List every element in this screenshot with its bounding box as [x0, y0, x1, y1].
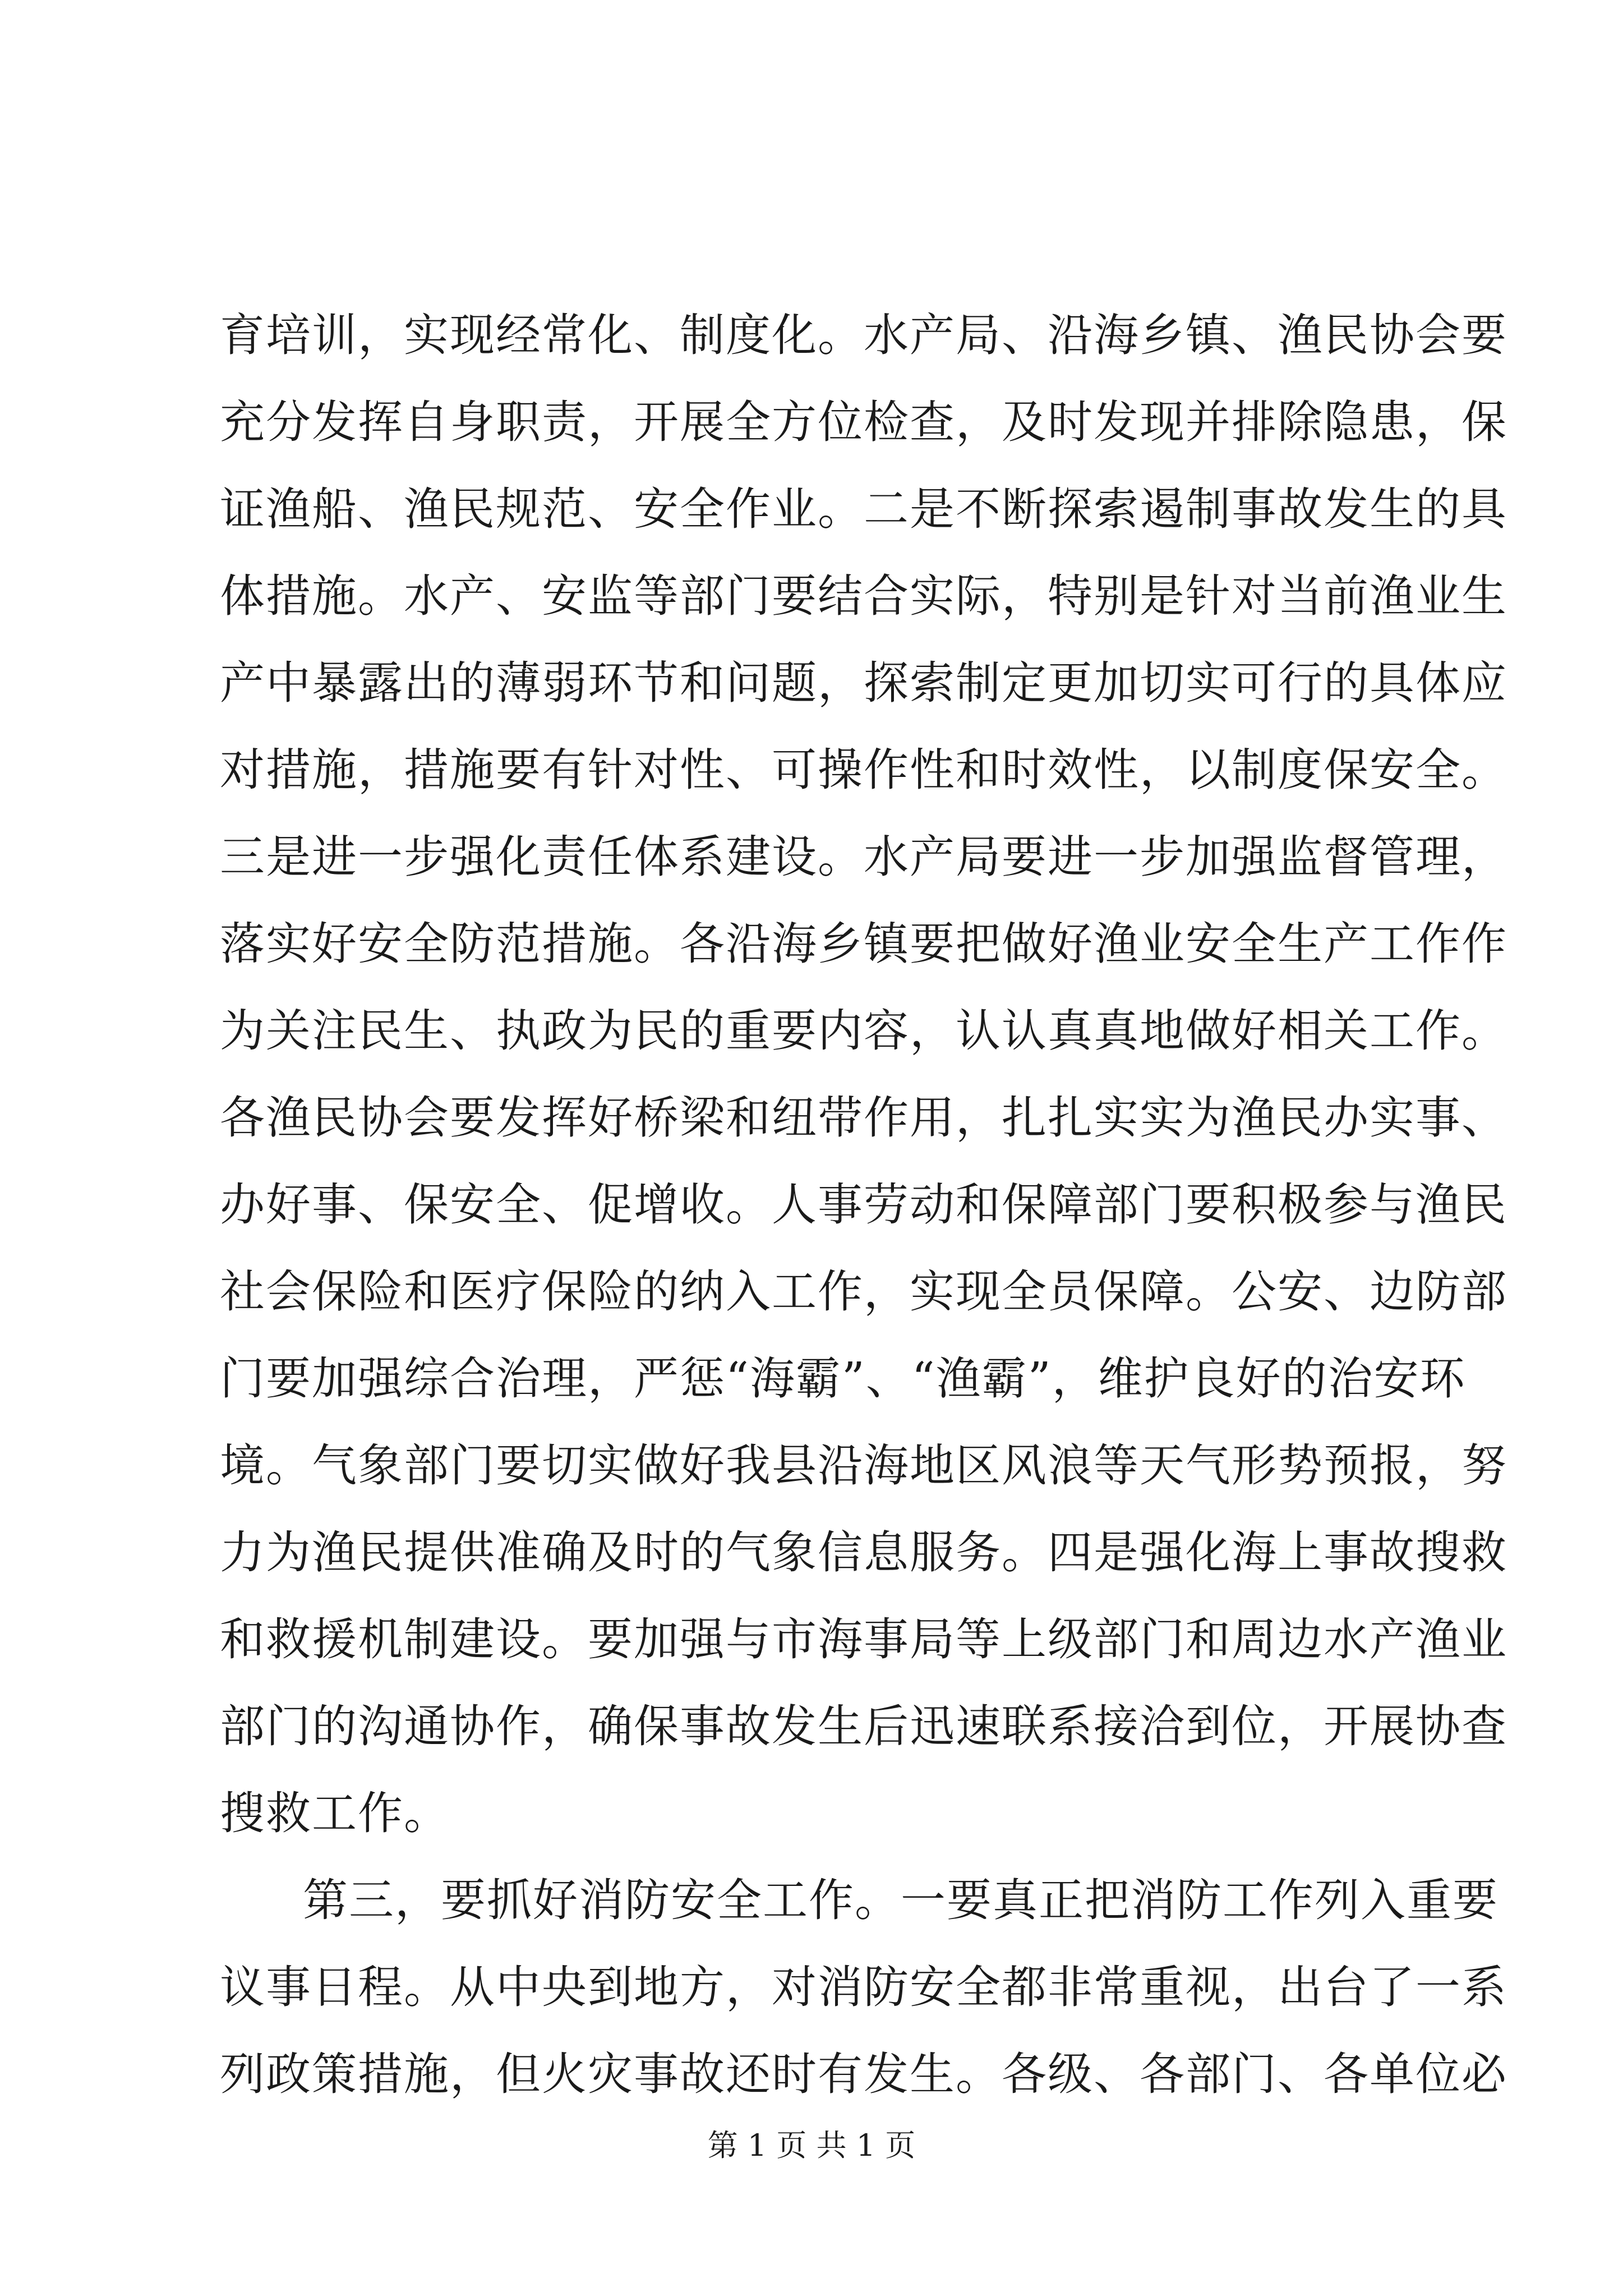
- paragraph-1-line-17: 部门的沟通协作，确保事故发生后迅速联系接洽到位，开展协查: [220, 1700, 1507, 1752]
- paragraph-1-line-9: 为关注民生、执政为民的重要内容，认认真真地做好相关工作。: [220, 1005, 1507, 1057]
- paragraph-1-line-18: 搜救工作。: [220, 1787, 450, 1839]
- paragraph-1-line-3: 证渔船、渔民规范、安全作业。二是不断探索遏制事故发生的具: [220, 483, 1507, 535]
- paragraph-1-line-16: 和救援机制建设。要加强与市海事局等上级部门和周边水产渔业: [220, 1613, 1507, 1665]
- paragraph-1-line-12: 社会保险和医疗保险的纳入工作，实现全员保障。公安、边防部: [220, 1266, 1507, 1318]
- paragraph-1-line-14: 境。气象部门要切实做好我县沿海地区风浪等天气形势预报，努: [220, 1439, 1507, 1492]
- paragraph-1-line-1: 育培训，实现经常化、制度化。水产局、沿海乡镇、渔民协会要: [220, 309, 1507, 361]
- paragraph-1-line-8: 落实好安全防范措施。各沿海乡镇要把做好渔业安全生产工作作: [220, 918, 1507, 970]
- paragraph-2-line-2: 议事日程。从中央到地方，对消防安全都非常重视，出台了一系: [220, 1961, 1507, 2013]
- paragraph-1-line-15: 力为渔民提供准确及时的气象信息服务。四是强化海上事故搜救: [220, 1526, 1507, 1579]
- page-footer: 第 1 页 共 1 页: [707, 2128, 916, 2163]
- paragraph-1-line-11: 办好事、保安全、促增收。人事劳动和保障部门要积极参与渔民: [220, 1179, 1507, 1231]
- paragraph-1-line-4: 体措施。水产、安监等部门要结合实际，特别是针对当前渔业生: [220, 570, 1507, 622]
- paragraph-1-line-7: 三是进一步强化责任体系建设。水产局要进一步加强监督管理，: [220, 831, 1507, 883]
- paragraph-2-line-1: 第三，要抓好消防安全工作。一要真正把消防工作列入重要: [303, 1874, 1498, 1926]
- paragraph-1-line-5: 产中暴露出的薄弱环节和问题，探索制定更加切实可行的具体应: [220, 657, 1507, 709]
- paragraph-2-line-3: 列政策措施，但火灾事故还时有发生。各级、各部门、各单位必: [220, 2048, 1507, 2100]
- paragraph-1-line-2: 充分发挥自身职责，开展全方位检查，及时发现并排除隐患，保: [220, 396, 1507, 448]
- paragraph-1-line-10: 各渔民协会要发挥好桥梁和纽带作用，扎扎实实为渔民办实事、: [220, 1092, 1507, 1144]
- paragraph-1-line-6: 对措施，措施要有针对性、可操作性和时效性，以制度保安全。: [220, 744, 1507, 796]
- paragraph-1-line-13: 门要加强综合治理，严惩“海霸”、“渔霸”，维护良好的治安环: [220, 1352, 1466, 1405]
